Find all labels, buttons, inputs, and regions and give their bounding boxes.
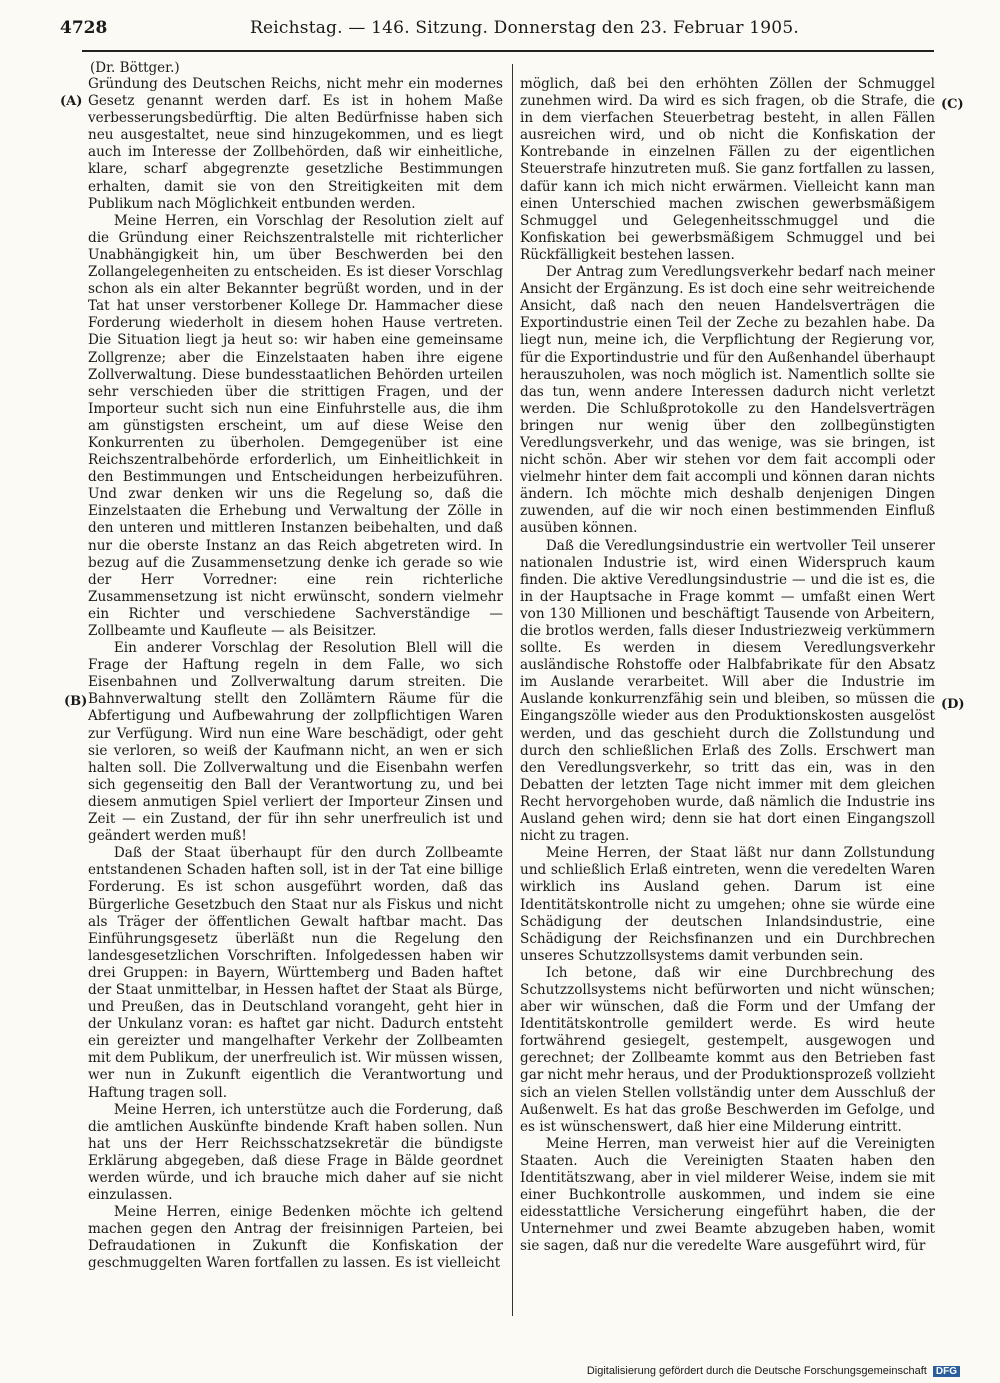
paragraph: Meine Herren, einige Bedenken möchte ich geltend machen gegen den Antrag der freisinnigen Parteien, bei Defraudationen in Zukunft die Konfiskation der geschmuggelten Waren fortfallen zu lassen. Es ist vielleicht bbox=[88, 1204, 503, 1272]
paragraph: Meine Herren, man verweist hier auf die Vereinigten Staaten. Auch die Vereinigten Staaten haben den Identitätszwang, aber in viel milderer Weise, indem sie mit einer Buchkontrolle auskommen, und indem sie eine eidesstattliche Versicherung eingeführt haben, die der Unternehmer und zwei Beamte abzugeben haben, womit sie sagen, daß nur die veredelte Ware ausgeführt wird, für bbox=[520, 1135, 935, 1255]
paragraph: möglich, daß bei den erhöhten Zöllen der Schmuggel zunehmen wird. Da wird es sich fragen, ob die Strafe, die in dem vierfachen Steuerbetrag besteht, in allen Fällen ausreichen wird, und ob nicht die Konfiskation der Kontrebande in einzelnen Fällen zu der eigentlichen Steuerstrafe hinzutreten muß. Sie ganz fortfallen zu lassen, dafür kann ich mich nicht erwärmen. Vielleicht kann man einen Unterschied machen zwischen gewerbsmäßigem Schmuggel und Gelegenheitsschmuggel und die Konfiskation bei gewerbsmäßigem Schmuggel und bei Rückfälligkeit bestehen lassen. bbox=[520, 76, 935, 263]
margin-marker-a: (A) bbox=[60, 94, 83, 109]
paragraph: Daß die Veredlungsindustrie ein wertvoller Teil unserer nationalen Industrie ist, wird einen Widerspruch kaum finden. Die aktive Veredlungsindustrie — und die ist es, die in der Hauptsache in Frage kommt — umfaßt einen Wert von 130 Millionen und beschäftigt Tausende von Arbeitern, die brotlos werden, falls dieser Industriezweig verkümmern sollte. Es werden in diesem Veredlungsverkehr ausländische Rohstoffe oder Halbfabrikate für den Absatz im Auslande verarbeitet. Will aber die Industrie im Auslande konkurrenzfähig sein und bleiben, so müssen die Eingangszölle wieder aus den Produktionskosten ausgelöst werden, und das geschieht durch die Zollstundung und durch den schließlichen Erlaß des Zolls. Erschwert man den Veredlungsverkehr, so tritt das ein, was in den Debatten der letzten Tage nicht immer mit dem gleichen Recht hervorgehoben wurde, daß nämlich die Industrie ins Ausland gehen wird; denn sie hat dort einen Eingangszoll nicht zu tragen. bbox=[520, 537, 935, 845]
paragraph: Ein anderer Vorschlag der Resolution Blell will die Frage der Haftung regeln in dem Falle, wo sich Eisenbahnen und Zollverwaltung darum streiten. Die Bahnverwaltung stellt den Zollämtern Räume für die Abfertigung und Aufbewahrung der zollpflichtigen Waren zur Verfügung. Wird nun eine Ware beschädigt, oder geht sie verloren, so weiß der Kaufmann nicht, an wen er sich halten soll. Die Zollverwaltung und die Eisenbahn werfen sich gegenseitig den Ball der Verantwortung zu, und bei diesem anmutigen Spiel verliert der Importeur Zinsen und Zeit — ein Zustand, der für ihn sehr unerfreulich ist und geändert werden muß! bbox=[88, 640, 503, 845]
running-title: Reichstag. — 146. Sitzung. Donnerstag den 23. Februar 1905. bbox=[250, 18, 799, 38]
digitization-footer bbox=[587, 1365, 960, 1377]
right-column bbox=[520, 76, 935, 1255]
header-rule bbox=[82, 50, 934, 52]
margin-marker-d: (D) bbox=[941, 697, 965, 712]
paragraph: Der Antrag zum Veredlungsverkehr bedarf nach meiner Ansicht der Ergänzung. Es ist doch eine sehr weitreichende Ansicht, daß nach den neuen Handelsverträgen die Exportindustrie einen Teil der Zeche zu bezahlen habe. Da liegt nun, meine ich, die Verpflichtung der Regierung vor, für die Exportindustrie und für den Außenhandel überhaupt herauszuholen, was noch möglich ist. Namentlich sollte sie das tun, wenn andere Interessen dadurch nicht verletzt werden. Die Schlußprotokolle zu den Handelsverträgen bringen nur wenig über den zollbegünstigten Veredlungsverkehr, und das wenige, was sie bringen, ist nicht schön. Aber wir stehen vor dem fait accompli oder vielmehr hinter dem fait accompli und können daran nichts ändern. Ich möchte mich deshalb denjenigen Dingen zuwenden, auf die wir noch einen bestimmenden Einfluß ausüben können. bbox=[520, 264, 935, 537]
dfg-logo: DFG bbox=[933, 1366, 960, 1377]
footer-text: Digitalisierung gefördert durch die Deutsche Forschungsgemeinschaft bbox=[586, 1365, 927, 1377]
paragraph: Ich betone, daß wir eine Durchbrechung des Schutzzollsystems nicht befürworten und nicht wünschen; aber wir wünschen, daß die Form und der Umfang der Identitätskontrolle gemildert werde. Es wird heute fortwährend gesiegelt, gestempelt, ausgewogen und gerechnet; der Zollbeamte kommt aus den Betrieben fast gar nicht mehr heraus, und der Produktionsprozeß vollzieht sich an vielen Stellen vollständig unter dem Ausschluß der Außenwelt. Es hat das große Beschwerden im Gefolge, und es ist wünschenswert, daß hier eine Milderung eintritt. bbox=[520, 964, 935, 1135]
left-column bbox=[88, 76, 503, 1273]
margin-marker-b: (B) bbox=[64, 694, 88, 709]
paragraph: Meine Herren, der Staat läßt nur dann Zollstundung und schließlich Erlaß eintreten, wenn die veredelten Waren wirklich ins Ausland gehen. Darum ist eine Identitätskontrolle nicht zu umgehen; ohne sie würde eine Schädigung der deutschen Inlandsindustrie, eine Schädigung der Reichsfinanzen und ein Durchbrechen unseres Schutzzollsystems damit verbunden sein. bbox=[520, 845, 935, 964]
paragraph: Daß der Staat überhaupt für den durch Zollbeamte entstandenen Schaden haften soll, ist in der Tat eine billige Forderung. Es ist schon ausgeführt worden, daß das Bürgerliche Gesetzbuch den Staat nur als Fiskus und nicht als Träger der öffentlichen Gewalt haftbar macht. Das Einführungsgesetz überläßt nun die Regelung den landesgesetzlichen Vorschriften. Infolgedessen haben wir drei Gruppen: in Bayern, Württemberg und Baden haftet der Staat unmittelbar, in Hessen haftet der Staat als Bürge, und Preußen, das in Deutschland vorangeht, geht hier in der Unkulanz voran: es haftet gar nicht. Dadurch entsteht ein gereizter und mangelhafter Verkehr der Zollbeamten mit dem Publikum, der unerfreulich ist. Wir müssen wissen, wer nun in Zukunft eigentlich die Verantwortung und Haftung tragen soll. bbox=[88, 845, 503, 1101]
page-header bbox=[60, 18, 940, 46]
paragraph: Meine Herren, ein Vorschlag der Resolution zielt auf die Gründung einer Reichszentralstelle mit richterlicher Unabhängigkeit hin, um über Beschwerden bei den Zollangelegenheiten zu entscheiden. Es ist dieser Vorschlag schon als ein alter Bekannter begrüßt worden, und in der Tat hat unser verstorbener Kollege Dr. Hammacher diese Forderung wiederholt in diesem hohen Hause vertreten. Die Situation liegt ja heut so: wir haben eine gemeinsame Zollgrenze; aber die Einzelstaaten haben ihre eigene Zollverwaltung. Diese bundesstaatlichen Behörden urteilen sehr verschieden über die strittigen Fragen, und der Importeur sucht sich nun eine Einfuhrstelle aus, die ihm am günstigsten erscheint, um auf diese Weise den Konkurrenten zu überholen. Demgegenüber ist eine Reichszentralbehörde erforderlich, um Einheitlichkeit in den Bestimmungen und Entscheidungen herbeizuführen. Und zwar denken wir uns die Regelung so, daß die Einzelstaaten die Erhebung und Verwaltung der Zölle in den unteren und mittleren Instanzen beibehalten, und daß nur die oberste Instanz an das Reich abgetreten wird. In bezug auf die Zusammensetzung denke ich gerade so wie der Herr Vorredner: eine rein richterliche Zusammensetzung ist nicht erwünscht, sondern vielmehr ein Richter und verschiedene Sachverständige — Zollbeamte und Kaufleute — als Beisitzer. bbox=[88, 212, 503, 639]
column-divider bbox=[512, 64, 513, 1316]
paragraph: Gründung des Deutschen Reichs, nicht mehr ein modernes Gesetz genannt werden darf. Es ist in hohem Maße verbesserungsbedürftig. Die alten Bedürfnisse haben sich neu ausgestaltet, neue sind hinzugekommen, und es liegt auch im Interesse der Zollbehörden, daß wir einheitliche, klare, scharf abgegrenzte gesetzliche Bestimmungen erhalten, damit sie von den Streitigkeiten mit dem Publikum nach Möglichkeit entbunden werden. bbox=[88, 76, 503, 212]
margin-marker-c: (C) bbox=[941, 97, 964, 112]
page-number: 4728 bbox=[60, 18, 108, 38]
paragraph: Meine Herren, ich unterstütze auch die Forderung, daß die amtlichen Auskünfte bindende Kraft haben sollen. Nun hat uns der Herr Reichsschatzsekretär die bündigste Erklärung abgegeben, daß diese Frage in Bälde geordnet werden würde, und ich brauche mich daher auf sie nicht einzulassen. bbox=[88, 1101, 503, 1204]
speaker-label: (Dr. Böttger.) bbox=[90, 60, 180, 76]
